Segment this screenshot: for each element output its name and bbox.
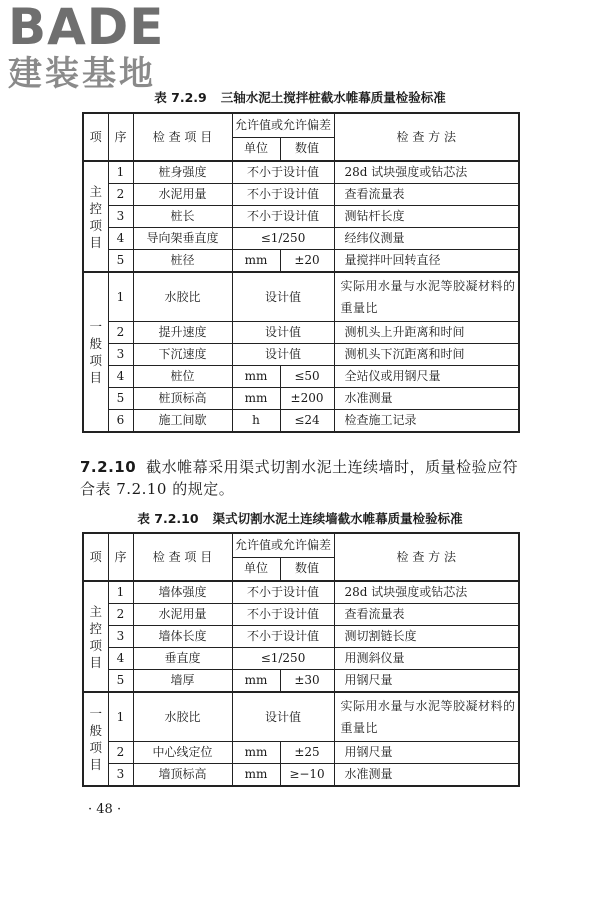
clause-paragraph xyxy=(80,456,520,500)
row-method: 用钢尺量 xyxy=(334,742,519,764)
row-unit: mm xyxy=(232,388,280,410)
row-tolerance: 不小于设计值 xyxy=(232,604,334,626)
row-method: 经纬仪测量 xyxy=(334,228,519,250)
row-method: 28d 试块强度或钻芯法 xyxy=(334,161,519,184)
header-tolerance: 允许值或允许偏差 xyxy=(232,113,334,137)
row-method: 查看流量表 xyxy=(334,184,519,206)
group-general-label xyxy=(83,272,108,432)
row-method: 检查施工记录 xyxy=(334,410,519,433)
row-unit: mm xyxy=(232,366,280,388)
group-char: 项 xyxy=(89,217,102,233)
row-name: 提升速度 xyxy=(133,322,232,344)
logo-subtitle: 建装基地 xyxy=(8,54,156,94)
group-char: 一 xyxy=(89,319,102,334)
header-seq: 序 xyxy=(108,113,133,161)
row-no: 4 xyxy=(108,228,133,250)
table-row xyxy=(83,648,519,670)
page-number: · 48 · xyxy=(88,802,122,817)
table-row xyxy=(83,742,519,764)
row-no: 1 xyxy=(108,272,133,322)
row-name: 墙体长度 xyxy=(133,626,232,648)
row-no: 3 xyxy=(108,206,133,228)
table-row xyxy=(83,626,519,648)
row-no: 2 xyxy=(108,604,133,626)
clause-number: 7.2.10 xyxy=(80,458,137,476)
group-main-label xyxy=(83,161,108,272)
group-char: 般 xyxy=(89,723,102,738)
row-value: ±200 xyxy=(280,388,334,410)
row-name: 桩长 xyxy=(133,206,232,228)
row-unit: mm xyxy=(232,764,280,787)
row-name: 水泥用量 xyxy=(133,184,232,206)
row-no: 2 xyxy=(108,742,133,764)
group-char: 主 xyxy=(89,603,102,619)
table-row xyxy=(83,206,519,228)
row-method: 查看流量表 xyxy=(334,604,519,626)
row-tolerance: 不小于设计值 xyxy=(232,581,334,604)
row-value: ≥−10 xyxy=(280,764,334,787)
row-method: 用钢尺量 xyxy=(334,670,519,693)
row-unit: h xyxy=(232,410,280,433)
row-tolerance: 设计值 xyxy=(232,272,334,322)
row-no: 1 xyxy=(108,692,133,742)
row-no: 1 xyxy=(108,581,133,604)
row-no: 5 xyxy=(108,388,133,410)
table2-number: 表 7.2.10 xyxy=(137,511,199,526)
header-check: 检 查 项 目 xyxy=(133,533,232,581)
row-method: 全站仪或用钢尺量 xyxy=(334,366,519,388)
table-row xyxy=(83,161,519,184)
row-no: 4 xyxy=(108,648,133,670)
row-tolerance: 不小于设计值 xyxy=(232,161,334,184)
header-value: 数值 xyxy=(280,137,334,161)
row-name: 中心线定位 xyxy=(133,742,232,764)
table1-caption xyxy=(0,88,600,106)
table-row xyxy=(83,322,519,344)
row-name: 水胶比 xyxy=(133,692,232,742)
row-name: 墙体强度 xyxy=(133,581,232,604)
clause-text: 截水帷幕采用渠式切割水泥土连续墙时，质量检验应符合表 7.2.10 的规定。 xyxy=(80,458,519,498)
row-method: 水准测量 xyxy=(334,764,519,787)
row-unit: mm xyxy=(232,670,280,693)
table-row xyxy=(83,410,519,433)
group-char: 项 xyxy=(89,353,102,368)
row-name: 导向架垂直度 xyxy=(133,228,232,250)
table-row xyxy=(83,344,519,366)
group-char: 控 xyxy=(89,200,102,216)
table-row xyxy=(83,272,519,322)
row-unit: mm xyxy=(232,250,280,273)
row-no: 2 xyxy=(108,184,133,206)
table-row xyxy=(83,764,519,787)
row-tolerance: ≤1/250 xyxy=(232,648,334,670)
row-tolerance: 设计值 xyxy=(232,344,334,366)
row-no: 5 xyxy=(108,670,133,693)
row-no: 4 xyxy=(108,366,133,388)
row-tolerance: 不小于设计值 xyxy=(232,206,334,228)
group-char: 一 xyxy=(89,706,102,721)
header-item: 项 xyxy=(83,533,108,581)
header-method: 检 查 方 法 xyxy=(334,113,519,161)
header-item: 项 xyxy=(83,113,108,161)
row-name: 桩身强度 xyxy=(133,161,232,184)
table-header-row xyxy=(83,533,519,557)
row-tolerance: 设计值 xyxy=(232,322,334,344)
row-method: 测机头上升距离和时间 xyxy=(334,322,519,344)
table-row xyxy=(83,250,519,273)
header-seq: 序 xyxy=(108,533,133,581)
row-method: 实际用水量与水泥等胶凝材料的重量比 xyxy=(334,272,519,322)
row-name: 桩径 xyxy=(133,250,232,273)
table-row xyxy=(83,581,519,604)
row-name: 下沉速度 xyxy=(133,344,232,366)
row-method: 测钻杆长度 xyxy=(334,206,519,228)
row-value: ±25 xyxy=(280,742,334,764)
row-unit: mm xyxy=(232,742,280,764)
row-tolerance: 不小于设计值 xyxy=(232,184,334,206)
header-check: 检 查 项 目 xyxy=(133,113,232,161)
row-method: 28d 试块强度或钻芯法 xyxy=(334,581,519,604)
row-method: 量搅拌叶回转直径 xyxy=(334,250,519,273)
group-char: 控 xyxy=(89,620,102,636)
row-tolerance: ≤1/250 xyxy=(232,228,334,250)
row-no: 5 xyxy=(108,250,133,273)
row-tolerance: 设计值 xyxy=(232,692,334,742)
table-row xyxy=(83,692,519,742)
group-char: 目 xyxy=(89,370,102,385)
group-char: 项 xyxy=(89,740,102,755)
table-row xyxy=(83,388,519,410)
header-unit: 单位 xyxy=(232,557,280,581)
row-name: 水泥用量 xyxy=(133,604,232,626)
row-value: ±20 xyxy=(280,250,334,273)
group-char: 主 xyxy=(89,183,102,199)
table2 xyxy=(82,532,520,787)
row-method: 水准测量 xyxy=(334,388,519,410)
table1-number: 表 7.2.9 xyxy=(154,90,207,105)
row-no: 3 xyxy=(108,626,133,648)
header-value: 数值 xyxy=(280,557,334,581)
table-row xyxy=(83,184,519,206)
group-char: 目 xyxy=(89,654,102,670)
row-method: 用测斜仪量 xyxy=(334,648,519,670)
row-no: 2 xyxy=(108,322,133,344)
row-name: 桩顶标高 xyxy=(133,388,232,410)
row-method: 测机头下沉距离和时间 xyxy=(334,344,519,366)
group-char: 项 xyxy=(89,637,102,653)
header-tolerance: 允许值或允许偏差 xyxy=(232,533,334,557)
table-row xyxy=(83,670,519,693)
group-general-label xyxy=(83,692,108,786)
group-char: 般 xyxy=(89,336,102,351)
table-row xyxy=(83,604,519,626)
row-name: 施工间歇 xyxy=(133,410,232,433)
header-method: 检 查 方 法 xyxy=(334,533,519,581)
row-method: 实际用水量与水泥等胶凝材料的重量比 xyxy=(334,692,519,742)
group-char: 目 xyxy=(89,234,102,250)
header-unit: 单位 xyxy=(232,137,280,161)
row-value: ±30 xyxy=(280,670,334,693)
row-tolerance: 不小于设计值 xyxy=(232,626,334,648)
row-name: 水胶比 xyxy=(133,272,232,322)
row-no: 3 xyxy=(108,344,133,366)
row-value: ≤50 xyxy=(280,366,334,388)
table2-caption xyxy=(0,509,600,527)
row-name: 桩位 xyxy=(133,366,232,388)
logo xyxy=(8,2,164,94)
row-method: 测切割链长度 xyxy=(334,626,519,648)
group-main-label xyxy=(83,581,108,692)
group-char: 目 xyxy=(89,757,102,772)
table1-title: 三轴水泥土搅拌桩截水帷幕质量检验标准 xyxy=(220,90,446,105)
table2-title: 渠式切割水泥土连续墙截水帷幕质量检验标准 xyxy=(212,511,463,526)
table-row xyxy=(83,366,519,388)
row-name: 墙顶标高 xyxy=(133,764,232,787)
table-header-row xyxy=(83,113,519,137)
logo-wordmark: BADE xyxy=(8,0,165,56)
row-no: 3 xyxy=(108,764,133,787)
row-name: 墙厚 xyxy=(133,670,232,693)
row-name: 垂直度 xyxy=(133,648,232,670)
row-no: 6 xyxy=(108,410,133,433)
row-value: ≤24 xyxy=(280,410,334,433)
table-row xyxy=(83,228,519,250)
table1 xyxy=(82,112,520,433)
row-no: 1 xyxy=(108,161,133,184)
